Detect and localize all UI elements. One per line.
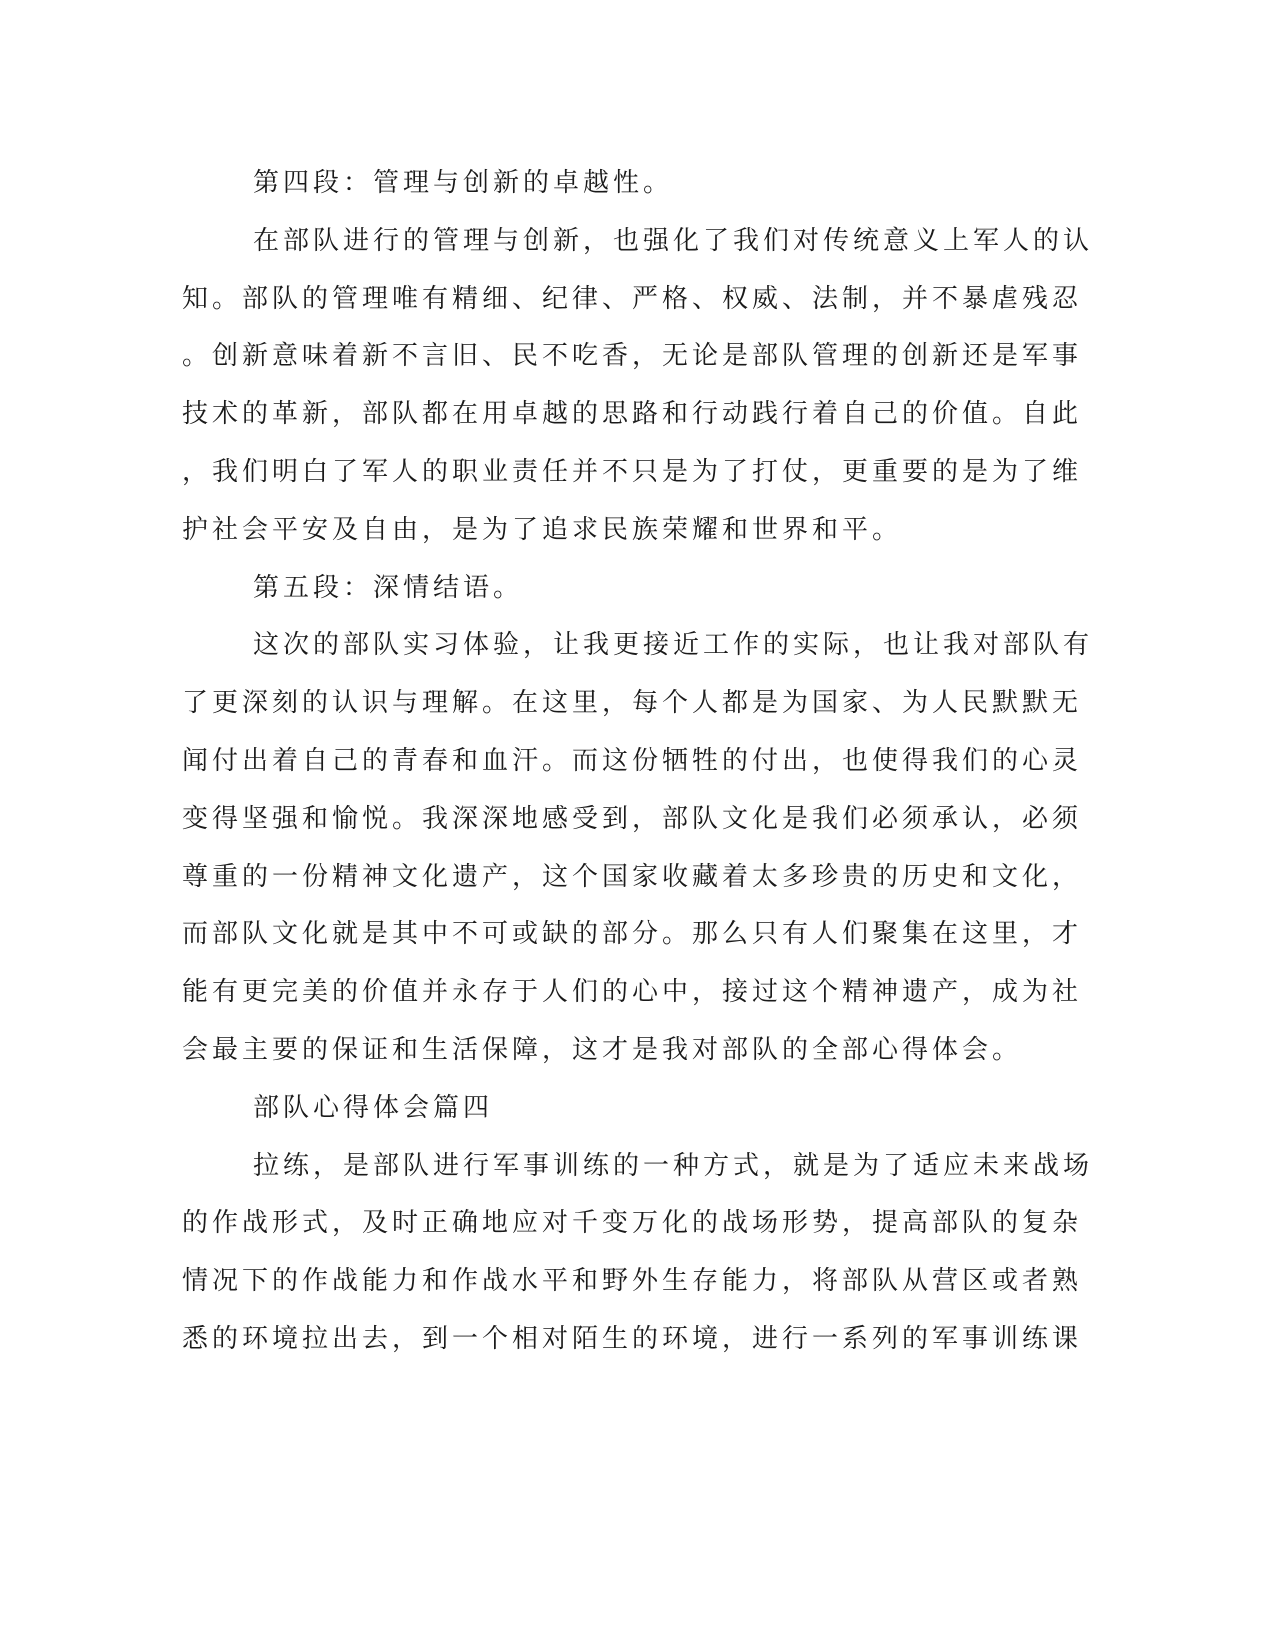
paragraph-line: 变得坚强和愉悦。我深深地感受到，部队文化是我们必须承认，必须	[182, 803, 1083, 834]
paragraph-line: 情况下的作战能力和作战水平和野外生存能力，将部队从营区或者熟	[182, 1266, 1083, 1297]
section-heading-5: 第五段：深情结语。	[253, 572, 524, 603]
paragraph-line: 闻付出着自己的青春和血汗。而这份牺牲的付出，也使得我们的心灵	[182, 745, 1083, 776]
paragraph-line: 知。部队的管理唯有精细、纪律、严格、权威、法制，并不暴虐残忍	[182, 283, 1083, 314]
paragraph-line: 拉练，是部队进行军事训练的一种方式，就是为了适应未来战场	[253, 1150, 1094, 1181]
paragraph-line: 尊重的一份精神文化遗产，这个国家收藏着太多珍贵的历史和文化，	[182, 861, 1083, 892]
paragraph-line: 护社会平安及自由，是为了追求民族荣耀和世界和平。	[182, 514, 903, 545]
paragraph-line: 能有更完美的价值并永存于人们的心中，接过这个精神遗产，成为社	[182, 977, 1083, 1008]
section-heading-4: 第四段：管理与创新的卓越性。	[253, 168, 674, 198]
paragraph-line: 了更深刻的认识与理解。在这里，每个人都是为国家、为人民默默无	[182, 688, 1083, 719]
paragraph-line: 这次的部队实习体验，让我更接近工作的实际，也让我对部队有	[253, 630, 1094, 661]
paragraph-line: 。创新意味着新不言旧、民不吃香，无论是部队管理的创新还是军事	[182, 341, 1083, 372]
document-body	[182, 155, 1094, 1369]
paragraph-line: 技术的革新，部队都在用卓越的思路和行动践行着自己的价值。自此	[182, 399, 1083, 430]
article-title: 部队心得体会篇四	[253, 1092, 494, 1123]
paragraph-line: ，我们明白了军人的职业责任并不只是为了打仗，更重要的是为了维	[182, 456, 1083, 487]
paragraph-line: 悉的环境拉出去，到一个相对陌生的环境，进行一系列的军事训练课	[182, 1323, 1083, 1354]
paragraph-line: 而部队文化就是其中不可或缺的部分。那么只有人们聚集在这里，才	[182, 919, 1083, 950]
paragraph-line: 的作战形式，及时正确地应对千变万化的战场形势，提高部队的复杂	[182, 1208, 1083, 1239]
paragraph-line: 在部队进行的管理与创新，也强化了我们对传统意义上军人的认	[253, 225, 1094, 256]
paragraph-line: 会最主要的保证和生活保障，这才是我对部队的全部心得体会。	[182, 1034, 1023, 1065]
